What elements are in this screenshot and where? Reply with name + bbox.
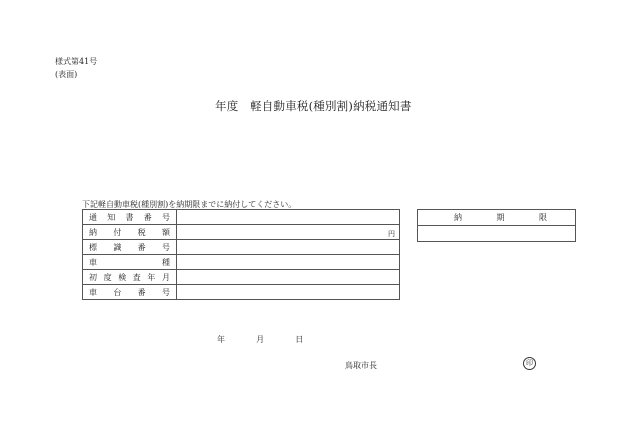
label-char: 号 — [162, 212, 170, 222]
document-title: 年度 軽自動車税(種別割)納税通知書 — [215, 99, 412, 113]
month-label: 月 — [256, 335, 265, 344]
row-label — [83, 210, 177, 225]
due-date-header — [418, 210, 576, 226]
due-header-char: 納 — [454, 213, 462, 222]
label-char: 月 — [161, 272, 170, 282]
row-label — [83, 225, 177, 240]
label-char: 初 — [89, 272, 97, 282]
table-row — [83, 225, 400, 240]
issue-date — [217, 334, 303, 345]
label-char: 通 — [89, 212, 97, 222]
row-value — [177, 210, 400, 225]
label-char: 号 — [161, 242, 170, 252]
row-value — [177, 270, 400, 285]
unit-label: 円 — [388, 230, 395, 238]
label-char: 車 — [89, 287, 97, 297]
label-char: 付 — [113, 227, 122, 237]
label-char: 番 — [137, 242, 146, 252]
label-char: 検 — [118, 272, 127, 282]
row-label — [83, 240, 177, 255]
day-label: 日 — [295, 335, 304, 344]
table-row — [83, 285, 400, 300]
label-char: 査 — [132, 272, 141, 282]
label-char: 納 — [89, 227, 97, 237]
label-char: 額 — [161, 227, 170, 237]
year-label: 年 — [217, 335, 225, 344]
due-header-char: 限 — [539, 213, 547, 222]
due-header-char: 期 — [496, 213, 505, 222]
row-value — [177, 255, 400, 270]
row-label — [83, 270, 177, 285]
side-label: (表面) — [55, 70, 78, 79]
due-date-table — [417, 209, 576, 242]
label-char: 台 — [113, 287, 122, 297]
table-row — [83, 210, 400, 225]
table-row — [83, 270, 400, 285]
label-char: 税 — [137, 227, 146, 237]
form-number: 様式第41号 — [55, 57, 98, 66]
row-label — [83, 285, 177, 300]
table-row — [83, 255, 400, 270]
seal-mark: 印 — [523, 357, 536, 370]
instruction-text: 下記軽自動車税(種別割)を納期限までに納付してください。 — [82, 200, 297, 209]
row-label — [83, 255, 177, 270]
label-char: 番 — [137, 287, 146, 297]
tax-details-table — [82, 209, 400, 300]
label-char: 識 — [113, 242, 122, 252]
label-char: 標 — [89, 242, 97, 252]
due-date-value — [418, 226, 576, 242]
label-char: 書 — [125, 212, 134, 222]
label-char: 種 — [162, 257, 170, 267]
row-value — [177, 225, 400, 240]
table-row — [83, 240, 400, 255]
row-value — [177, 240, 400, 255]
mayor-name: 鳥取市長 — [345, 361, 377, 370]
label-char: 号 — [161, 287, 170, 297]
label-char: 車 — [89, 257, 97, 267]
row-value — [177, 285, 400, 300]
label-char: 年 — [147, 272, 156, 282]
label-char: 度 — [103, 272, 112, 282]
label-char: 番 — [143, 212, 152, 222]
label-char: 知 — [107, 212, 116, 222]
